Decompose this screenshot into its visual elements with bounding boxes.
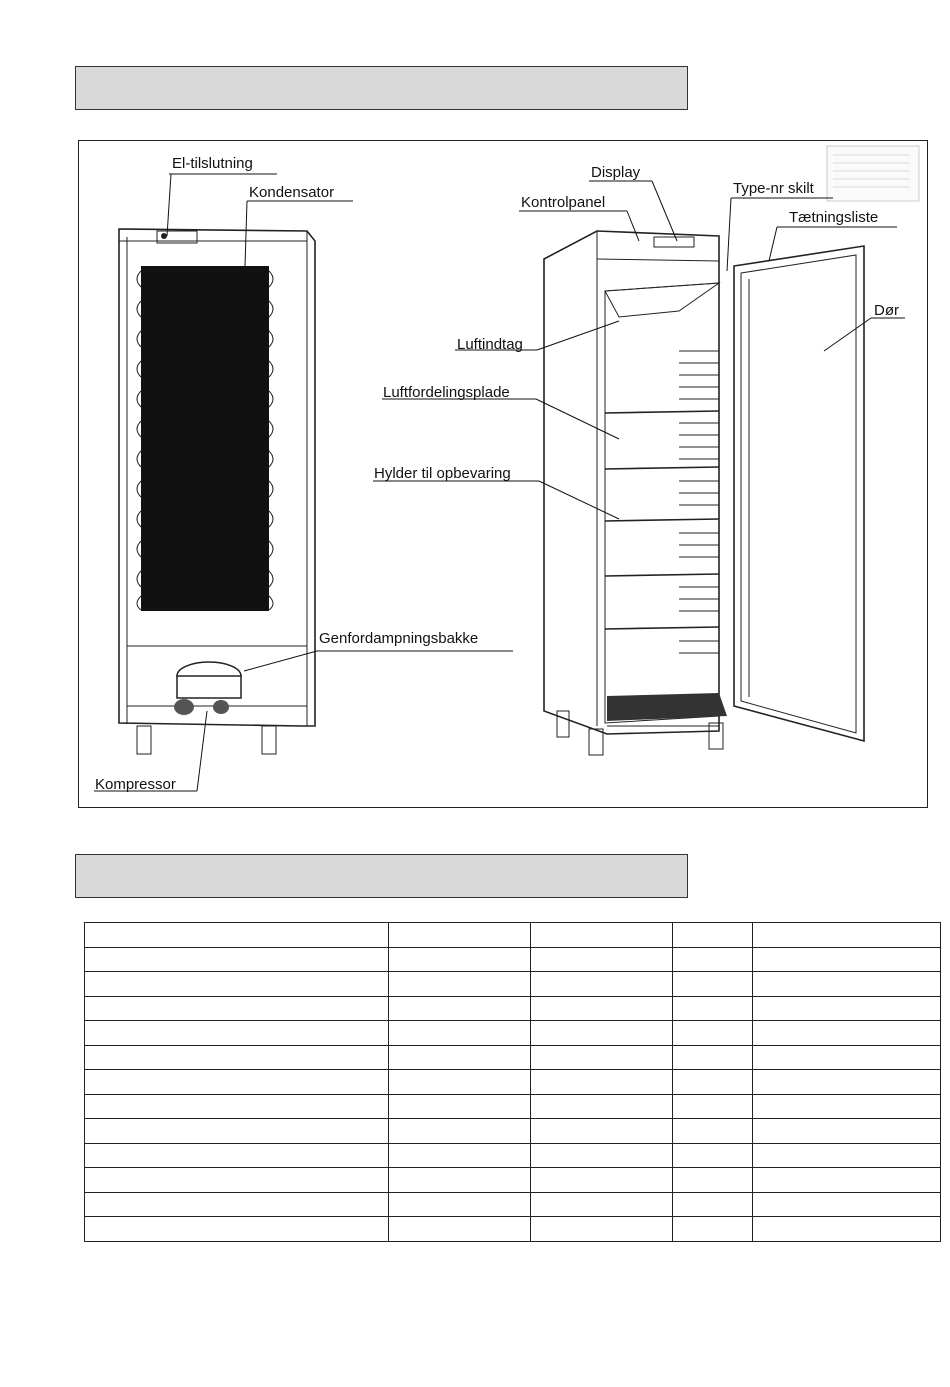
label-kompressor: Kompressor <box>95 776 176 793</box>
table-cell <box>531 1094 673 1119</box>
label-display: Display <box>591 164 641 181</box>
table-cell <box>531 996 673 1021</box>
table-cell <box>753 1021 941 1046</box>
table-row <box>85 1021 941 1046</box>
table-cell <box>753 1119 941 1144</box>
condenser-coils-right <box>269 271 273 610</box>
table-cell <box>673 923 753 948</box>
table-cell <box>673 972 753 997</box>
table-row <box>85 1070 941 1095</box>
table-cell <box>85 1192 389 1217</box>
table-cell <box>531 1119 673 1144</box>
foot <box>557 711 569 737</box>
table-cell <box>85 923 389 948</box>
table-cell <box>673 1094 753 1119</box>
table-cell <box>673 1021 753 1046</box>
table-cell <box>531 947 673 972</box>
control-panel-shape <box>654 237 694 247</box>
table-cell <box>85 972 389 997</box>
door-shape <box>734 246 864 741</box>
label-genfordampningsbakke: Genfordampningsbakke <box>319 630 479 647</box>
table-cell <box>85 1094 389 1119</box>
table-row <box>85 947 941 972</box>
table-row <box>85 923 941 948</box>
table-cell <box>753 923 941 948</box>
table-cell <box>389 1045 531 1070</box>
table-cell <box>673 1192 753 1217</box>
table-cell <box>389 1217 531 1242</box>
label-el-tilslutning: El-tilslutning <box>172 155 253 172</box>
table-cell <box>673 1143 753 1168</box>
type-plate-sticker <box>827 146 919 201</box>
table-cell <box>85 996 389 1021</box>
table-row <box>85 1143 941 1168</box>
table-cell <box>531 1143 673 1168</box>
back-view-drawing <box>119 229 315 754</box>
table-cell <box>753 996 941 1021</box>
label-type-nr-skilt: Type-nr skilt <box>733 180 814 197</box>
table-cell <box>753 1217 941 1242</box>
table-cell <box>531 1217 673 1242</box>
table-cell <box>753 1168 941 1193</box>
foot <box>589 729 603 755</box>
table-cell <box>389 1192 531 1217</box>
label-dor: Dør <box>874 302 899 319</box>
table-cell <box>753 1045 941 1070</box>
label-kontrolpanel: Kontrolpanel <box>521 194 606 211</box>
table-cell <box>531 1192 673 1217</box>
table-cell <box>531 972 673 997</box>
label-kondensator: Kondensator <box>249 184 335 201</box>
table-row <box>85 1094 941 1119</box>
table-cell <box>531 1021 673 1046</box>
table-cell <box>389 1021 531 1046</box>
table-row <box>85 1217 941 1242</box>
table-row <box>85 996 941 1021</box>
condenser-panel <box>141 266 269 611</box>
spec-table-body <box>85 923 941 1242</box>
table-cell <box>753 1143 941 1168</box>
refrigerator-diagram <box>78 140 928 808</box>
table-cell <box>673 996 753 1021</box>
table-cell <box>531 1070 673 1095</box>
table-cell <box>389 972 531 997</box>
front-view-drawing <box>544 146 919 755</box>
table-cell <box>389 947 531 972</box>
table-cell <box>753 947 941 972</box>
table-cell <box>85 1021 389 1046</box>
label-luftfordelingsplade: Luftfordelingsplade <box>383 384 510 401</box>
foot <box>137 726 151 754</box>
table-cell <box>389 996 531 1021</box>
label-hylder-til-opbevaring: Hylder til opbevaring <box>374 465 511 482</box>
condenser-coils-left <box>137 271 141 610</box>
table-cell <box>85 1119 389 1144</box>
table-cell <box>531 923 673 948</box>
table-cell <box>85 1045 389 1070</box>
table-cell <box>673 1168 753 1193</box>
table-row <box>85 972 941 997</box>
label-taetningsliste: Tætningsliste <box>789 209 879 226</box>
table-cell <box>85 1217 389 1242</box>
label-luftindtag: Luftindtag <box>457 336 523 353</box>
table-cell <box>389 1119 531 1144</box>
section-header-bar-1 <box>75 66 688 110</box>
table-cell <box>673 1045 753 1070</box>
table-cell <box>85 1070 389 1095</box>
table-cell <box>673 1119 753 1144</box>
spec-table <box>84 922 941 1242</box>
foot <box>262 726 276 754</box>
table-cell <box>85 947 389 972</box>
table-cell <box>85 1168 389 1193</box>
table-cell <box>389 1143 531 1168</box>
foot <box>709 723 723 749</box>
table-cell <box>389 1168 531 1193</box>
diagram-svg <box>79 141 929 809</box>
table-row <box>85 1192 941 1217</box>
table-cell <box>753 972 941 997</box>
table-cell <box>85 1143 389 1168</box>
table-row <box>85 1168 941 1193</box>
table-cell <box>673 1070 753 1095</box>
table-cell <box>753 1192 941 1217</box>
table-cell <box>389 923 531 948</box>
section-header-bar-2 <box>75 854 688 898</box>
shelf-rails <box>679 351 719 653</box>
table-cell <box>389 1094 531 1119</box>
table-cell <box>673 947 753 972</box>
table-cell <box>531 1168 673 1193</box>
table-cell <box>673 1217 753 1242</box>
table-cell <box>753 1070 941 1095</box>
table-cell <box>389 1070 531 1095</box>
table-cell <box>531 1045 673 1070</box>
table-cell <box>753 1094 941 1119</box>
table-row <box>85 1045 941 1070</box>
table-row <box>85 1119 941 1144</box>
